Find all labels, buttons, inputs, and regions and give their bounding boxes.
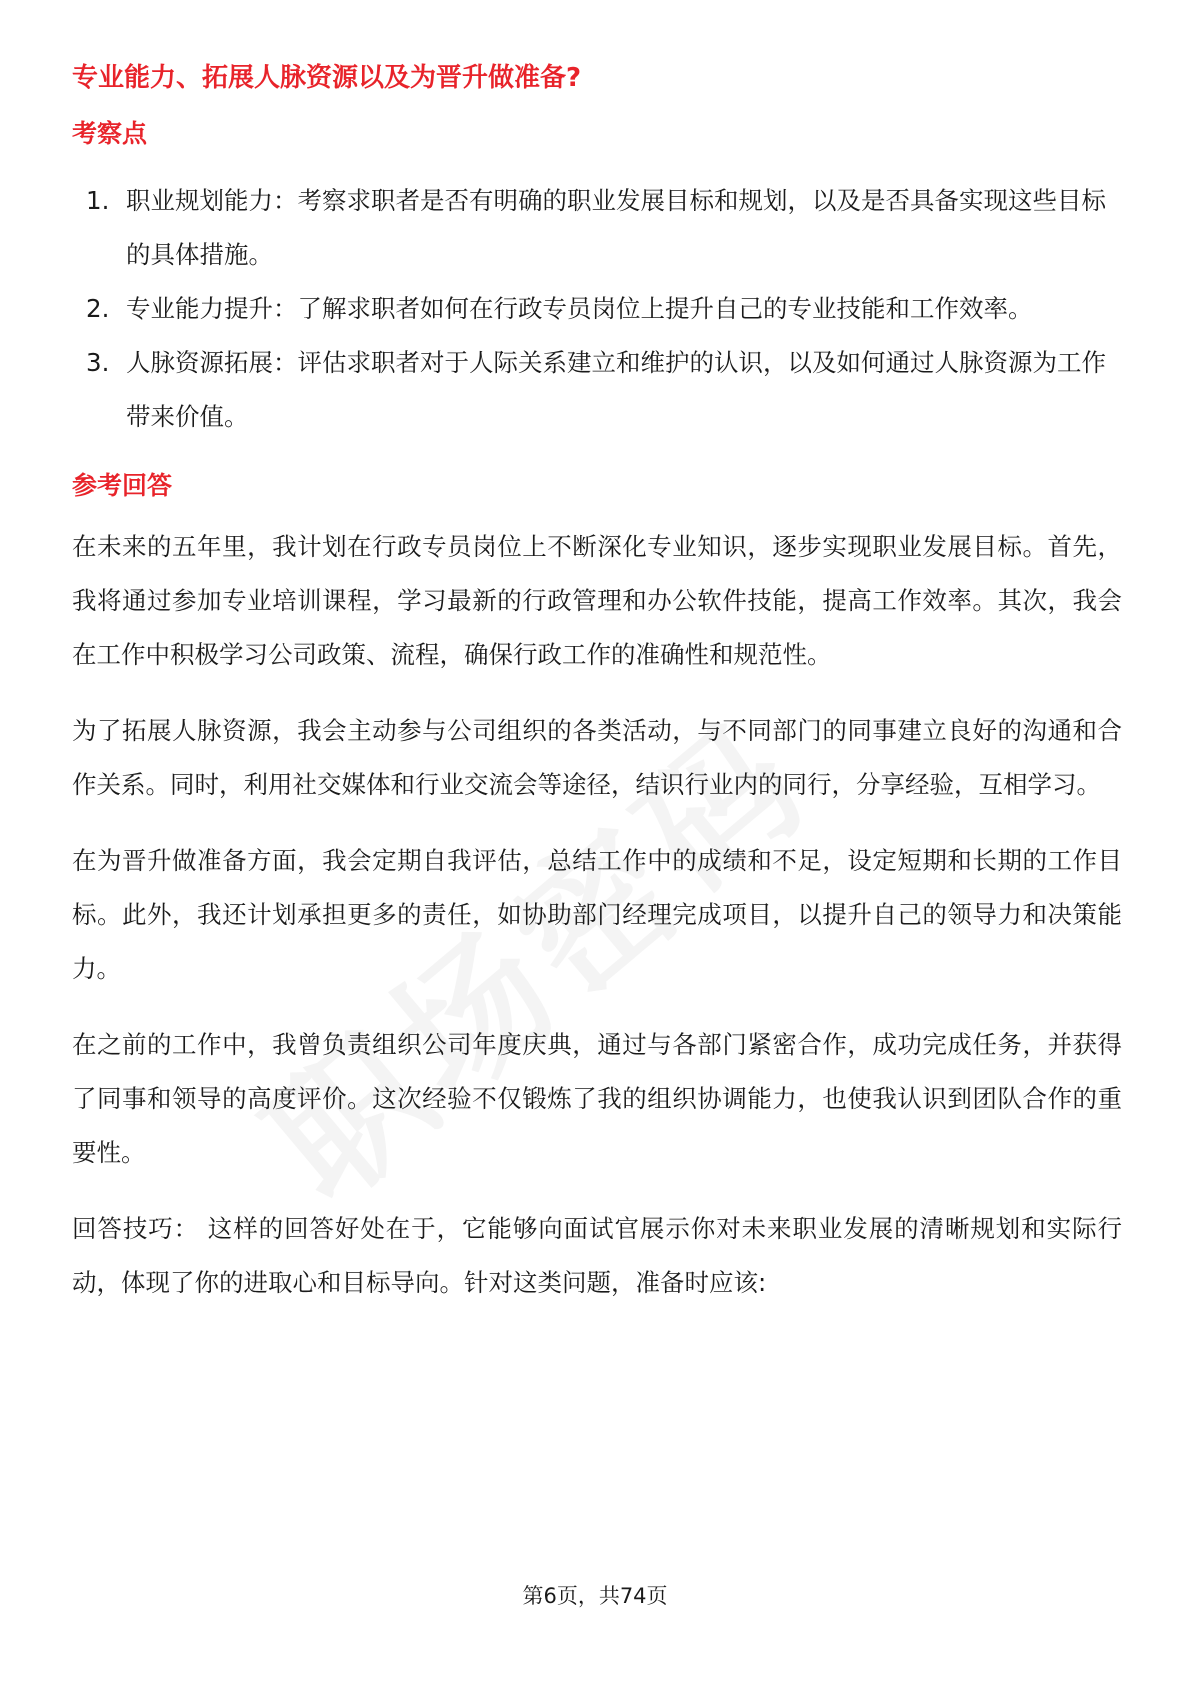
- answer-paragraph: 为了拓展人脉资源，我会主动参与公司组织的各类活动，与不同部门的同事建立良好的沟通和合作关系。同时，利用社交媒体和行业交流会等途径，结识行业内的同行，分享经验，互相学习。: [72, 716, 1122, 799]
- list-item: [72, 174, 1122, 282]
- document-content: [72, 52, 1122, 1332]
- list-item-number: 2.: [86, 294, 110, 323]
- points-title: 考察点: [72, 119, 148, 148]
- list-item-text: 专业能力提升：了解求职者如何在行政专员岗位上提升自己的专业技能和工作效率。: [126, 294, 1033, 323]
- list-item-text: 职业规划能力：考察求职者是否有明确的职业发展目标和规划，以及是否具备实现这些目标的具体措施。: [126, 186, 1106, 269]
- list-item-text: 人脉资源拓展：评估求职者对于人际关系建立和维护的认识，以及如何通过人脉资源为工作带来价值。: [126, 348, 1106, 431]
- list-item: [72, 282, 1122, 336]
- answer-paragraph: 在未来的五年里，我计划在行政专员岗位上不断深化专业知识，逐步实现职业发展目标。首先，我将通过参加专业培训课程，学习最新的行政管理和办公软件技能，提高工作效率。其次，我会在工作中积极学习公司政策、流程，确保行政工作的准确性和规范性。: [72, 532, 1122, 669]
- list-item-number: 1.: [86, 186, 110, 215]
- points-list: [72, 174, 1122, 444]
- answer-tip-paragraph: 回答技巧： 这样的回答好处在于，它能够向面试官展示你对未来职业发展的清晰规划和实际行动，体现了你的进取心和目标导向。针对这类问题，准备时应该:: [72, 1214, 1122, 1297]
- list-item-number: 3.: [86, 348, 110, 377]
- page-number-footer: 第6页，共74页: [522, 1584, 668, 1608]
- list-item: [72, 336, 1122, 444]
- answer-title: 参考回答: [72, 471, 173, 500]
- answer-paragraph: 在之前的工作中，我曾负责组织公司年度庆典，通过与各部门紧密合作，成功完成任务，并获得了同事和领导的高度评价。这次经验不仅锻炼了我的组织协调能力，也使我认识到团队合作的重要性。: [72, 1030, 1122, 1167]
- question-heading: 专业能力、拓展人脉资源以及为晋升做准备?: [72, 63, 582, 93]
- answer-paragraph: 在为晋升做准备方面，我会定期自我评估，总结工作中的成绩和不足，设定短期和长期的工作目标。此外，我还计划承担更多的责任，如协助部门经理完成项目，以提升自己的领导力和决策能力。: [72, 846, 1122, 983]
